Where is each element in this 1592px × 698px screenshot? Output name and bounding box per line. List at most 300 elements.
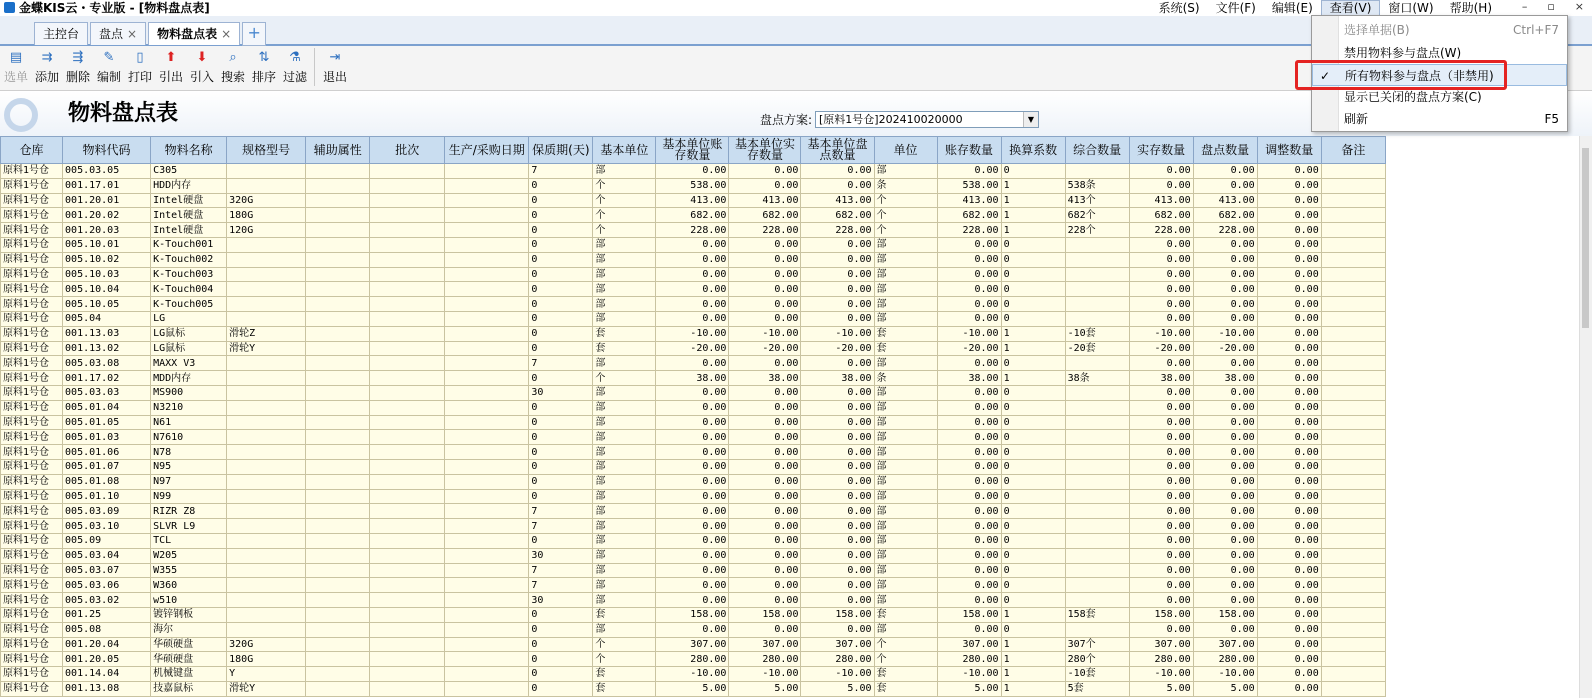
table-cell[interactable]: 0.00 xyxy=(1129,622,1193,637)
table-cell[interactable] xyxy=(306,430,370,445)
column-header[interactable]: 辅助属性 xyxy=(306,137,370,164)
menu-item-refresh[interactable] xyxy=(1312,108,1567,130)
table-cell[interactable]: 0.00 xyxy=(729,430,801,445)
table-cell[interactable] xyxy=(227,282,306,297)
table-cell[interactable]: 原料1号仓 xyxy=(1,267,63,282)
table-cell[interactable]: 0.00 xyxy=(1257,178,1321,193)
table-cell[interactable]: 部 xyxy=(593,164,656,179)
table-cell[interactable]: 0.00 xyxy=(729,415,801,430)
table-cell[interactable]: 部 xyxy=(874,474,937,489)
table-cell[interactable] xyxy=(370,474,445,489)
table-cell[interactable]: 原料1号仓 xyxy=(1,607,63,622)
table-cell[interactable]: 原料1号仓 xyxy=(1,237,63,252)
table-cell[interactable] xyxy=(1065,563,1129,578)
table-cell[interactable]: 部 xyxy=(593,445,656,460)
table-cell[interactable]: 0.00 xyxy=(1193,311,1257,326)
table-cell[interactable]: 原料1号仓 xyxy=(1,622,63,637)
table-cell[interactable]: 0.00 xyxy=(656,533,729,548)
table-cell[interactable]: 部 xyxy=(874,267,937,282)
table-cell[interactable] xyxy=(445,519,529,534)
table-cell[interactable] xyxy=(306,578,370,593)
table-cell[interactable]: 682.00 xyxy=(937,208,1001,223)
table-cell[interactable]: 0.00 xyxy=(729,578,801,593)
table-cell[interactable] xyxy=(1065,504,1129,519)
table-cell[interactable]: 套 xyxy=(593,607,656,622)
table-cell[interactable]: K-Touch003 xyxy=(151,267,227,282)
table-cell[interactable]: 0.00 xyxy=(1257,667,1321,682)
table-cell[interactable]: 0.00 xyxy=(1257,548,1321,563)
table-cell[interactable]: 120G xyxy=(227,223,306,238)
table-cell[interactable]: 0 xyxy=(1001,237,1065,252)
table-cell[interactable]: 0 xyxy=(529,311,593,326)
table-cell[interactable] xyxy=(306,237,370,252)
table-row[interactable] xyxy=(1,637,1386,652)
filter-button[interactable] xyxy=(280,46,310,88)
table-cell[interactable] xyxy=(370,267,445,282)
table-cell[interactable]: 0.00 xyxy=(801,548,874,563)
table-row[interactable] xyxy=(1,223,1386,238)
table-cell[interactable]: 001.20.03 xyxy=(63,223,151,238)
table-cell[interactable] xyxy=(306,593,370,608)
table-cell[interactable] xyxy=(1321,385,1385,400)
table-cell[interactable]: 0.00 xyxy=(1257,637,1321,652)
table-cell[interactable]: 0.00 xyxy=(729,445,801,460)
table-cell[interactable] xyxy=(1321,637,1385,652)
table-cell[interactable]: MAXX V3 xyxy=(151,356,227,371)
table-cell[interactable]: 个 xyxy=(874,652,937,667)
table-cell[interactable]: 原料1号仓 xyxy=(1,459,63,474)
table-row[interactable] xyxy=(1,208,1386,223)
table-cell[interactable]: Y xyxy=(227,667,306,682)
table-cell[interactable] xyxy=(370,193,445,208)
restore-icon[interactable]: ▫ xyxy=(1547,0,1555,13)
table-cell[interactable]: 001.14.04 xyxy=(63,667,151,682)
table-cell[interactable] xyxy=(370,223,445,238)
table-cell[interactable] xyxy=(306,459,370,474)
table-cell[interactable]: 部 xyxy=(593,400,656,415)
table-cell[interactable]: 228.00 xyxy=(729,223,801,238)
table-cell[interactable]: 0.00 xyxy=(1257,563,1321,578)
table-cell[interactable]: 部 xyxy=(593,519,656,534)
table-cell[interactable] xyxy=(1321,164,1385,179)
table-cell[interactable]: 0.00 xyxy=(1257,489,1321,504)
table-cell[interactable]: 原料1号仓 xyxy=(1,667,63,682)
table-cell[interactable]: 001.20.01 xyxy=(63,193,151,208)
menu-item-select-document[interactable] xyxy=(1312,19,1567,41)
table-row[interactable] xyxy=(1,578,1386,593)
table-cell[interactable]: 原料1号仓 xyxy=(1,178,63,193)
table-cell[interactable]: 0 xyxy=(529,178,593,193)
table-cell[interactable]: 0.00 xyxy=(1129,563,1193,578)
table-cell[interactable]: 7 xyxy=(529,356,593,371)
close-window-icon[interactable]: × xyxy=(1574,0,1584,13)
table-cell[interactable] xyxy=(445,459,529,474)
table-cell[interactable]: 228.00 xyxy=(801,223,874,238)
table-cell[interactable]: 280.00 xyxy=(656,652,729,667)
table-cell[interactable]: -20.00 xyxy=(937,341,1001,356)
table-cell[interactable]: 280.00 xyxy=(729,652,801,667)
table-cell[interactable]: -10.00 xyxy=(937,326,1001,341)
table-row[interactable] xyxy=(1,504,1386,519)
table-cell[interactable]: -10.00 xyxy=(656,326,729,341)
table-cell[interactable]: 0.00 xyxy=(801,430,874,445)
table-cell[interactable]: 0.00 xyxy=(729,519,801,534)
table-cell[interactable]: TCL xyxy=(151,533,227,548)
table-cell[interactable]: 0.00 xyxy=(729,548,801,563)
table-cell[interactable]: 部 xyxy=(874,622,937,637)
table-cell[interactable] xyxy=(1321,504,1385,519)
table-cell[interactable]: 0.00 xyxy=(1193,533,1257,548)
table-cell[interactable]: Intel硬盘 xyxy=(151,208,227,223)
table-cell[interactable]: 0.00 xyxy=(656,593,729,608)
table-cell[interactable]: 0.00 xyxy=(801,178,874,193)
table-cell[interactable]: 0.00 xyxy=(656,563,729,578)
table-cell[interactable]: 原料1号仓 xyxy=(1,326,63,341)
table-row[interactable] xyxy=(1,430,1386,445)
table-cell[interactable]: 原料1号仓 xyxy=(1,489,63,504)
table-cell[interactable]: 0.00 xyxy=(729,385,801,400)
table-cell[interactable]: 158套 xyxy=(1065,607,1129,622)
table-cell[interactable]: 原料1号仓 xyxy=(1,548,63,563)
table-cell[interactable]: 原料1号仓 xyxy=(1,415,63,430)
table-cell[interactable]: 307.00 xyxy=(1129,637,1193,652)
table-cell[interactable] xyxy=(1065,578,1129,593)
table-cell[interactable] xyxy=(445,667,529,682)
table-cell[interactable]: 部 xyxy=(593,282,656,297)
table-cell[interactable]: 0.00 xyxy=(1193,385,1257,400)
table-cell[interactable]: 0.00 xyxy=(656,445,729,460)
table-cell[interactable]: 部 xyxy=(874,533,937,548)
table-cell[interactable] xyxy=(306,326,370,341)
table-cell[interactable] xyxy=(227,548,306,563)
table-cell[interactable] xyxy=(1321,356,1385,371)
table-cell[interactable]: 228.00 xyxy=(937,223,1001,238)
plan-select[interactable] xyxy=(815,111,1039,128)
table-cell[interactable]: 0.00 xyxy=(1257,208,1321,223)
table-cell[interactable]: 413.00 xyxy=(729,193,801,208)
column-header[interactable]: 保质期(天) xyxy=(529,137,593,164)
table-cell[interactable]: 158.00 xyxy=(656,607,729,622)
table-cell[interactable] xyxy=(370,548,445,563)
table-cell[interactable]: 5.00 xyxy=(1129,681,1193,696)
table-cell[interactable] xyxy=(1321,252,1385,267)
table-cell[interactable] xyxy=(445,356,529,371)
table-cell[interactable] xyxy=(227,164,306,179)
table-cell[interactable] xyxy=(1321,667,1385,682)
table-cell[interactable] xyxy=(227,178,306,193)
table-row[interactable] xyxy=(1,667,1386,682)
table-cell[interactable] xyxy=(445,593,529,608)
table-cell[interactable] xyxy=(445,311,529,326)
table-row[interactable] xyxy=(1,178,1386,193)
table-cell[interactable] xyxy=(227,563,306,578)
table-cell[interactable]: 0.00 xyxy=(1257,385,1321,400)
table-cell[interactable]: 0.00 xyxy=(1129,533,1193,548)
table-cell[interactable]: 0.00 xyxy=(1257,237,1321,252)
table-cell[interactable]: 部 xyxy=(874,548,937,563)
table-cell[interactable] xyxy=(306,371,370,386)
table-cell[interactable]: 0 xyxy=(1001,252,1065,267)
table-row[interactable] xyxy=(1,385,1386,400)
column-header[interactable]: 仓库 xyxy=(1,137,63,164)
table-cell[interactable] xyxy=(1321,282,1385,297)
table-cell[interactable] xyxy=(1065,164,1129,179)
table-cell[interactable]: 38.00 xyxy=(801,371,874,386)
table-cell[interactable] xyxy=(1321,548,1385,563)
table-cell[interactable]: 部 xyxy=(874,430,937,445)
table-cell[interactable] xyxy=(445,223,529,238)
table-cell[interactable]: 5.00 xyxy=(937,681,1001,696)
table-cell[interactable] xyxy=(445,415,529,430)
table-cell[interactable]: 个 xyxy=(874,193,937,208)
table-cell[interactable] xyxy=(306,356,370,371)
table-cell[interactable]: 0.00 xyxy=(1129,282,1193,297)
tab-inventory[interactable] xyxy=(90,22,146,45)
table-cell[interactable] xyxy=(370,415,445,430)
table-cell[interactable]: 部 xyxy=(874,445,937,460)
table-cell[interactable]: 0.00 xyxy=(801,533,874,548)
table-row[interactable] xyxy=(1,607,1386,622)
table-cell[interactable]: 38.00 xyxy=(937,371,1001,386)
table-cell[interactable]: 38.00 xyxy=(656,371,729,386)
table-cell[interactable]: 0.00 xyxy=(1129,385,1193,400)
import-button[interactable] xyxy=(187,46,217,88)
table-cell[interactable] xyxy=(370,459,445,474)
table-cell[interactable] xyxy=(306,533,370,548)
table-cell[interactable]: 538.00 xyxy=(937,178,1001,193)
table-cell[interactable] xyxy=(1065,385,1129,400)
table-cell[interactable]: 0 xyxy=(529,681,593,696)
table-cell[interactable]: 1 xyxy=(1001,681,1065,696)
table-cell[interactable]: 0 xyxy=(529,193,593,208)
menu-system[interactable]: 系统(S) xyxy=(1158,1,1200,15)
table-cell[interactable]: 0.00 xyxy=(937,430,1001,445)
table-cell[interactable]: LG鼠标 xyxy=(151,341,227,356)
table-cell[interactable]: 0 xyxy=(1001,356,1065,371)
table-cell[interactable]: 0.00 xyxy=(729,593,801,608)
table-cell[interactable]: W360 xyxy=(151,578,227,593)
table-cell[interactable] xyxy=(1321,341,1385,356)
table-row[interactable] xyxy=(1,652,1386,667)
table-cell[interactable]: -20.00 xyxy=(1193,341,1257,356)
table-cell[interactable]: 0 xyxy=(529,252,593,267)
table-cell[interactable]: 307个 xyxy=(1065,637,1129,652)
table-cell[interactable]: 部 xyxy=(874,593,937,608)
table-cell[interactable]: 005.03.08 xyxy=(63,356,151,371)
table-cell[interactable]: HDD内存 xyxy=(151,178,227,193)
table-cell[interactable]: 0.00 xyxy=(801,578,874,593)
table-cell[interactable]: 部 xyxy=(874,311,937,326)
table-cell[interactable]: 0.00 xyxy=(729,282,801,297)
table-cell[interactable]: -20.00 xyxy=(1129,341,1193,356)
table-cell[interactable]: 005.04 xyxy=(63,311,151,326)
menu-help[interactable]: 帮助(H) xyxy=(1449,1,1492,15)
table-cell[interactable]: 0.00 xyxy=(801,252,874,267)
table-cell[interactable]: 0.00 xyxy=(1257,681,1321,696)
table-cell[interactable]: 个 xyxy=(593,208,656,223)
table-cell[interactable]: 001.13.03 xyxy=(63,326,151,341)
table-cell[interactable]: 005.01.06 xyxy=(63,445,151,460)
table-cell[interactable]: 0.00 xyxy=(656,474,729,489)
table-cell[interactable] xyxy=(227,237,306,252)
table-cell[interactable] xyxy=(227,459,306,474)
table-cell[interactable]: 滑轮Y xyxy=(227,341,306,356)
table-cell[interactable]: 413.00 xyxy=(801,193,874,208)
table-cell[interactable] xyxy=(1065,548,1129,563)
table-cell[interactable]: 原料1号仓 xyxy=(1,652,63,667)
table-cell[interactable]: 0 xyxy=(529,282,593,297)
table-cell[interactable]: 滑轮Y xyxy=(227,681,306,696)
table-cell[interactable]: 0 xyxy=(529,371,593,386)
table-cell[interactable]: -10套 xyxy=(1065,667,1129,682)
table-cell[interactable]: 0.00 xyxy=(1129,459,1193,474)
table-cell[interactable] xyxy=(445,282,529,297)
table-cell[interactable]: 0.00 xyxy=(1193,563,1257,578)
table-cell[interactable]: 部 xyxy=(593,311,656,326)
table-cell[interactable]: 0.00 xyxy=(656,415,729,430)
table-cell[interactable]: 0.00 xyxy=(937,267,1001,282)
table-cell[interactable]: 0.00 xyxy=(1257,341,1321,356)
table-cell[interactable] xyxy=(445,400,529,415)
table-cell[interactable]: 0.00 xyxy=(937,164,1001,179)
table-cell[interactable]: 0.00 xyxy=(1257,504,1321,519)
table-cell[interactable]: 0 xyxy=(529,223,593,238)
table-cell[interactable]: 38.00 xyxy=(729,371,801,386)
table-cell[interactable] xyxy=(1065,593,1129,608)
table-cell[interactable] xyxy=(1065,474,1129,489)
table-cell[interactable]: 条 xyxy=(874,178,937,193)
table-cell[interactable]: 0.00 xyxy=(937,415,1001,430)
table-cell[interactable] xyxy=(370,519,445,534)
table-cell[interactable]: 0.00 xyxy=(1193,282,1257,297)
table-cell[interactable]: 个 xyxy=(593,371,656,386)
table-cell[interactable]: 0.00 xyxy=(1129,548,1193,563)
table-row[interactable] xyxy=(1,311,1386,326)
table-cell[interactable]: 0.00 xyxy=(656,252,729,267)
table-cell[interactable]: 5.00 xyxy=(801,681,874,696)
table-cell[interactable]: 005.03.04 xyxy=(63,548,151,563)
table-cell[interactable] xyxy=(445,371,529,386)
table-cell[interactable] xyxy=(445,445,529,460)
table-cell[interactable]: 技嘉鼠标 xyxy=(151,681,227,696)
table-cell[interactable]: 0.00 xyxy=(656,164,729,179)
table-cell[interactable]: 1 xyxy=(1001,223,1065,238)
table-cell[interactable]: -10.00 xyxy=(656,667,729,682)
table-cell[interactable]: 413个 xyxy=(1065,193,1129,208)
table-cell[interactable]: 7 xyxy=(529,504,593,519)
table-cell[interactable]: 0 xyxy=(529,607,593,622)
table-cell[interactable]: -20套 xyxy=(1065,341,1129,356)
table-cell[interactable]: 0.00 xyxy=(937,504,1001,519)
table-cell[interactable]: 0.00 xyxy=(801,519,874,534)
table-cell[interactable]: 0.00 xyxy=(729,533,801,548)
table-cell[interactable]: 0.00 xyxy=(937,385,1001,400)
table-cell[interactable]: 原料1号仓 xyxy=(1,311,63,326)
column-header[interactable]: 基本单位账存数量 xyxy=(656,137,729,164)
table-cell[interactable]: 0 xyxy=(1001,311,1065,326)
table-cell[interactable] xyxy=(306,267,370,282)
table-cell[interactable]: 0 xyxy=(1001,164,1065,179)
table-cell[interactable]: 0.00 xyxy=(1129,430,1193,445)
column-header[interactable]: 生产/采购日期 xyxy=(445,137,529,164)
table-cell[interactable]: 0.00 xyxy=(1129,356,1193,371)
table-cell[interactable]: 部 xyxy=(593,385,656,400)
table-cell[interactable]: 0.00 xyxy=(937,356,1001,371)
table-cell[interactable]: 部 xyxy=(593,474,656,489)
table-cell[interactable]: 307.00 xyxy=(1193,637,1257,652)
table-cell[interactable] xyxy=(1065,252,1129,267)
table-cell[interactable]: 5.00 xyxy=(729,681,801,696)
table-cell[interactable] xyxy=(1065,622,1129,637)
table-row[interactable] xyxy=(1,563,1386,578)
table-cell[interactable]: 0.00 xyxy=(729,622,801,637)
table-cell[interactable]: 0.00 xyxy=(1257,578,1321,593)
table-cell[interactable] xyxy=(1065,533,1129,548)
table-cell[interactable]: 0.00 xyxy=(801,267,874,282)
table-cell[interactable]: 0.00 xyxy=(1257,519,1321,534)
table-cell[interactable]: 海尔 xyxy=(151,622,227,637)
table-cell[interactable]: 原料1号仓 xyxy=(1,474,63,489)
table-cell[interactable] xyxy=(227,430,306,445)
table-cell[interactable]: 部 xyxy=(874,519,937,534)
table-cell[interactable]: 0.00 xyxy=(1129,578,1193,593)
table-cell[interactable]: 682.00 xyxy=(656,208,729,223)
table-cell[interactable]: 0.00 xyxy=(937,459,1001,474)
table-cell[interactable]: 条 xyxy=(874,371,937,386)
table-cell[interactable]: 005.09 xyxy=(63,533,151,548)
vertical-scrollbar[interactable] xyxy=(1579,136,1592,698)
exit-button[interactable] xyxy=(320,46,350,88)
table-cell[interactable] xyxy=(370,208,445,223)
table-cell[interactable] xyxy=(1321,533,1385,548)
table-cell[interactable]: 0.00 xyxy=(937,593,1001,608)
table-cell[interactable]: 158.00 xyxy=(801,607,874,622)
tab-close-icon[interactable]: × xyxy=(221,27,232,41)
table-cell[interactable]: 0.00 xyxy=(801,459,874,474)
table-cell[interactable] xyxy=(445,178,529,193)
table-cell[interactable] xyxy=(370,341,445,356)
table-cell[interactable] xyxy=(227,593,306,608)
table-cell[interactable]: 0.00 xyxy=(1193,178,1257,193)
table-cell[interactable] xyxy=(370,178,445,193)
table-cell[interactable] xyxy=(370,578,445,593)
table-cell[interactable]: 0 xyxy=(1001,385,1065,400)
column-header[interactable]: 换算系数 xyxy=(1001,137,1065,164)
table-cell[interactable] xyxy=(445,504,529,519)
table-cell[interactable]: 307.00 xyxy=(937,637,1001,652)
table-cell[interactable]: 0.00 xyxy=(1257,311,1321,326)
table-cell[interactable]: 228.00 xyxy=(1193,223,1257,238)
table-cell[interactable]: MDD内存 xyxy=(151,371,227,386)
table-cell[interactable] xyxy=(1321,578,1385,593)
add-tab-icon[interactable]: + xyxy=(242,22,266,46)
table-cell[interactable]: 30 xyxy=(529,548,593,563)
table-cell[interactable]: 0.00 xyxy=(1193,164,1257,179)
table-cell[interactable]: 0.00 xyxy=(729,489,801,504)
table-cell[interactable]: 部 xyxy=(593,356,656,371)
table-row[interactable] xyxy=(1,267,1386,282)
table-cell[interactable]: 0 xyxy=(529,430,593,445)
table-cell[interactable]: 0 xyxy=(1001,415,1065,430)
table-cell[interactable] xyxy=(370,430,445,445)
table-cell[interactable] xyxy=(1321,193,1385,208)
table-cell[interactable]: 0.00 xyxy=(1193,548,1257,563)
table-cell[interactable] xyxy=(227,400,306,415)
table-cell[interactable]: 0.00 xyxy=(801,504,874,519)
table-cell[interactable]: 30 xyxy=(529,593,593,608)
table-cell[interactable]: 个 xyxy=(593,223,656,238)
table-cell[interactable]: 0.00 xyxy=(1193,459,1257,474)
